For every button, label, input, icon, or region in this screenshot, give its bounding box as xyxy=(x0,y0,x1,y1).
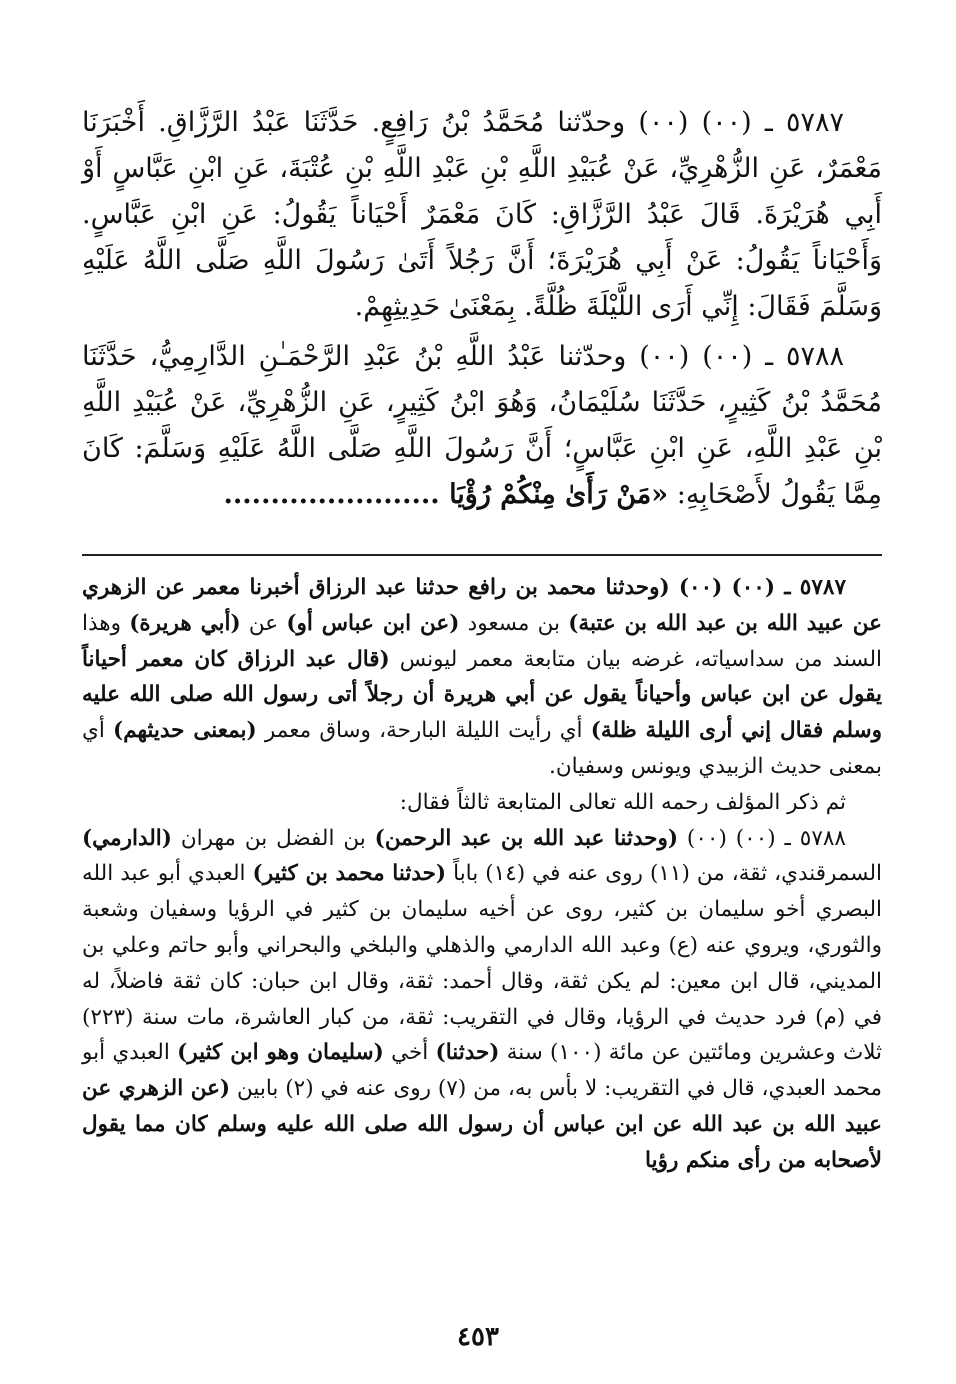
bold-segment: (بمعنى حديثهم) xyxy=(113,718,257,744)
text-segment: وهذا السند من سداسياته، غرضه بيان متابعة معمر ليونس xyxy=(82,610,883,672)
hadith-5788 xyxy=(82,334,882,518)
text-segment: أي بمعنى حديث الزبيدي ويونس وسفيان. xyxy=(82,718,882,779)
bold-segment: (حدثنا) xyxy=(435,1040,500,1066)
commentary-section xyxy=(82,570,882,1179)
commentary-5787 xyxy=(82,570,882,785)
text-segment: أخي xyxy=(383,1040,436,1066)
bold-segment: (الدارمي) xyxy=(82,825,172,851)
text-segment: عن xyxy=(240,610,287,636)
text-segment: ٥٧٨٨ ـ (٠٠) (٠٠) xyxy=(678,825,846,851)
bold-segment: (سليمان وهو ابن كثير) xyxy=(177,1040,384,1066)
footnote-divider xyxy=(82,554,882,556)
bold-segment: ٥٧٨٧ ـ (٠٠) (٠٠) (وحدثنا محمد بن رافع حدثنا عبد الرزاق أخبرنا معمر عن الزهري عن عبيد الله بن عبد الله بن عتبة) xyxy=(82,575,882,636)
hadith-main-text xyxy=(82,100,882,522)
bold-segment: (أبي هريرة) xyxy=(129,610,241,636)
bold-segment: (قال عبد الرزاق كان معمر أحياناً يقول عن ابن عباس وأحياناً يقول عن أبي هريرة أن رجلاً أتى رسول الله صلى الله عليه وسلم فقال إني أرى الليلة ظلة) xyxy=(82,646,882,744)
bold-segment: (عن الزهري عن عبيد الله بن عبد الله عن ابن عباس أن رسول الله صلى الله عليه وسلم كان مما يقول لأصحابه من رأى منكم رؤيا xyxy=(82,1076,882,1173)
text-segment: السمرقندي، ثقة، من (١١) روى عنه في (١٤) باباً xyxy=(446,861,882,887)
text-segment: أي رأيت الليلة البارحة، وساق معمر xyxy=(256,718,591,744)
hadith-5788-text: ٥٧٨٨ ـ (٠٠) (٠٠) وحدّثنا عَبْدُ اللَّهِ بْنُ عَبْدِ الرَّحْمَـٰنِ الدَّارِمِيُّ، حَدَّثَنَا مُحَمَّدُ بْنُ كَثِيرٍ، حَدَّثَنَا سُلَيْمَانُ، وَهُوَ ابْنُ كَثِيرٍ، عَنِ الزُّهْرِيِّ، عَنْ عُبَيْدِ اللَّهِ بْنِ عَبْدِ اللَّهِ، عَنِ ابْنِ عَبَّاسٍ؛ أَنَّ رَسُولَ اللَّهِ صَلَّى اللَّهُ عَلَيْهِ وَسَلَّمَ: كَانَ مِمَّا يَقُولُ لأَصْحَابِهِ: xyxy=(82,341,882,510)
text-segment: بن الفضل بن مهران xyxy=(171,825,375,851)
page-number: ٤٥٣ xyxy=(457,1322,499,1352)
bold-segment: (وحدثنا عبد الله بن عبد الرحمن) xyxy=(374,825,679,851)
bold-segment: (حدثنا محمد بن كثير) xyxy=(252,861,447,887)
commentary-transition: ثم ذكر المؤلف رحمه الله تعالى المتابعة ثالثاً فقال: xyxy=(399,789,846,815)
text-segment: العبدي أبو عبد الله البصري أخو سليمان بن كثير، روى عن أخيه سليمان بن كثير في الرؤيا وسفيان وشعبة والثوري، ويروي عنه (ع) وعبد الله الدارمي والذهلي والبلخي والبحراني وأبو حاتم وعلي بن المديني، قال ابن معين: لم يكن ثقة، وقال أحمد: ثقة، وقال ابن حبان: كان ثقة فاضلاً، له في (م) فرد حديث في الرؤيا، وقال في التقريب: ثقة، من كبار العاشرة، مات سنة (٢٢٣) ثلاث وعشرين ومائتين عن مائة (١٠٠) سنة xyxy=(82,861,883,1066)
hadith-5787: ٥٧٨٧ ـ (٠٠) (٠٠) وحدّثنا مُحَمَّدُ بْنُ رَافِعٍ. حَدَّثَنَا عَبْدُ الرَّزَّاقِ. أَخْبَرَنَا مَعْمَرٌ، عَنِ الزُّهْرِيِّ، عَنْ عُبَيْدِ اللَّهِ بْنِ عَبْدِ اللَّهِ بْنِ عُتْبَةَ، عَنِ ابْنِ عَبَّاسٍ أَوْ أَبِي هُرَيْرَةَ. قَالَ عَبْدُ الرَّزَّاقِ: كَانَ مَعْمَرٌ أَحْيَاناً يَقُولُ: عَنِ ابْنِ عَبَّاسٍ. وَأَحْيَاناً يَقُولُ: عَنْ أَبِي هُرَيْرَةَ؛ أَنَّ رَجُلاً أَتَىٰ رَسُولَ اللَّهِ صَلَّى اللَّهُ عَلَيْهِ وَسَلَّمَ فَقَالَ: إِنِّي أَرَى اللَّيْلَةَ ظُلَّةً. بِمَعْنَىٰ حَدِيثِهِمْ. xyxy=(82,107,882,322)
text-segment: بن مسعود xyxy=(459,610,569,636)
commentary-5788 xyxy=(82,821,882,1179)
bold-segment: (عن ابن عباس أو) xyxy=(286,610,460,636)
hadith-5788-quote: «مَنْ رَأَىٰ مِنْكُمْ رُؤْيَا ....................... xyxy=(223,479,669,510)
text-segment: العبدي أبو محمد العبدي، قال في التقريب: لا بأس به، من (٧) روى عنه في (٢) بابين xyxy=(82,1040,883,1102)
